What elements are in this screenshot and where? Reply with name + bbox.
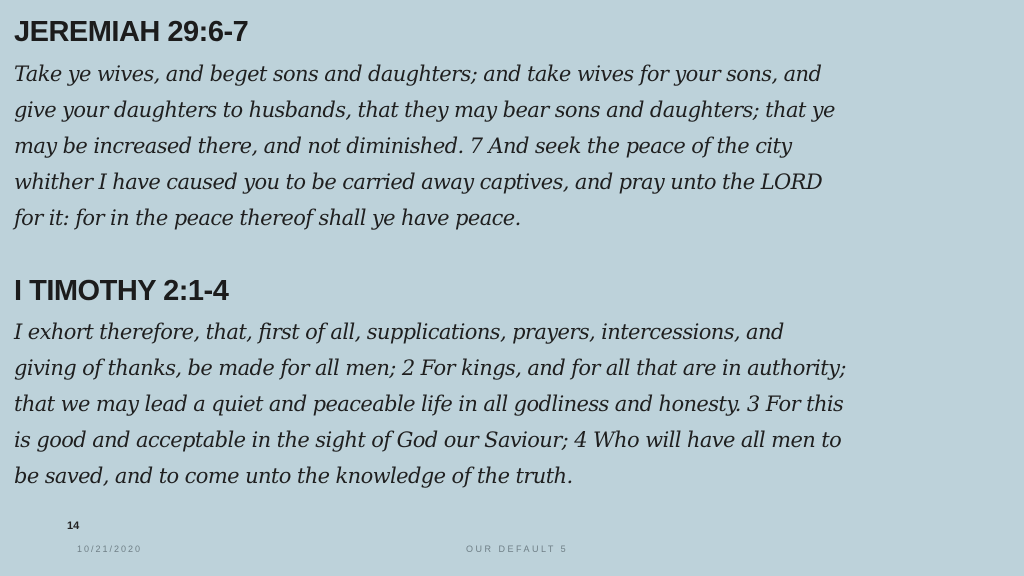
- passage-text-timothy: [14, 314, 1014, 494]
- verse-line: give your daughters to husbands, that they may bear sons and daughters; that ye: [14, 98, 835, 122]
- verse-line: I exhort therefore, that, first of all, supplications, prayers, intercessions, and: [14, 320, 784, 344]
- passage-reference-timothy: I TIMOTHY 2:1-4: [14, 275, 229, 307]
- verse-line: is good and acceptable in the sight of God our Saviour; 4 Who will have all men to: [14, 428, 842, 452]
- passage-text-jeremiah: [14, 56, 1014, 236]
- verse-line: giving of thanks, be made for all men; 2 For kings, and for all that are in authority;: [14, 356, 846, 380]
- page-number: 14: [67, 520, 80, 532]
- verse-line: be saved, and to come unto the knowledge of the truth.: [14, 464, 573, 488]
- verse-line: that we may lead a quiet and peaceable life in all godliness and honesty. 3 For this: [14, 392, 844, 416]
- verse-line: Take ye wives, and beget sons and daughters; and take wives for your sons, and: [14, 62, 822, 86]
- footer-title: OUR DEFAULT 5: [466, 544, 569, 554]
- passage-reference-jeremiah: JEREMIAH 29:6-7: [14, 16, 249, 48]
- verse-line: whither I have caused you to be carried away captives, and pray unto the LORD: [14, 170, 823, 194]
- verse-line: may be increased there, and not diminished. 7 And seek the peace of the city: [14, 134, 792, 158]
- footer-date: 10/21/2020: [77, 544, 143, 554]
- verse-line: for it: for in the peace thereof shall ye have peace.: [14, 206, 521, 230]
